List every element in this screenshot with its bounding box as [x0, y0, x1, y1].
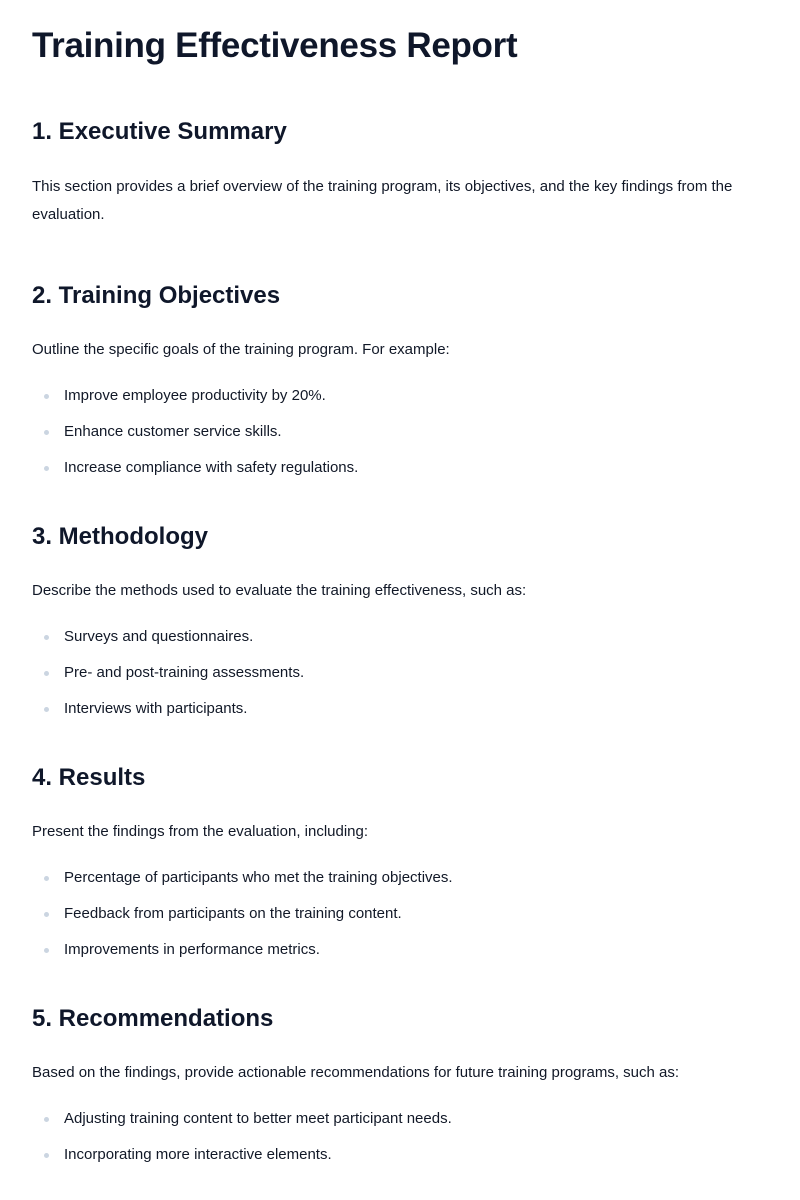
section-paragraph: This section provides a brief overview of the training program, its objectives, and the key findings from the evaluation.	[32, 178, 733, 223]
list-item-text: Increase compliance with safety regulations.	[64, 459, 359, 476]
list-item-text: Improvements in performance metrics.	[64, 941, 320, 958]
section-heading: 1. Executive Summary	[32, 118, 287, 145]
list-item-text: Feedback from participants on the training content.	[64, 905, 402, 922]
list-item-text: Pre- and post-training assessments.	[64, 664, 305, 681]
bullet-list	[32, 625, 768, 721]
bullet-list	[32, 1107, 768, 1167]
list-item	[32, 697, 768, 721]
section-heading: 2. Training Objectives	[32, 282, 281, 309]
bullet-list	[32, 866, 768, 962]
list-item	[32, 456, 768, 480]
section-recommendations	[32, 1004, 768, 1167]
bullet-icon	[44, 707, 49, 712]
bullet-icon	[44, 635, 49, 640]
list-item-text: Interviews with participants.	[64, 700, 248, 717]
section-results	[32, 763, 768, 962]
section-paragraph: Present the findings from the evaluation, including:	[32, 823, 369, 840]
list-item-text: Surveys and questionnaires.	[64, 628, 254, 645]
list-item	[32, 902, 768, 926]
section-executive-summary	[32, 117, 768, 229]
list-item-text: Enhance customer service skills.	[64, 423, 282, 440]
list-item-text: Adjusting training content to better meet participant needs.	[64, 1110, 452, 1127]
list-item-text: Percentage of participants who met the training objectives.	[64, 869, 453, 886]
list-item	[32, 384, 768, 408]
bullet-icon	[44, 1117, 49, 1122]
list-item	[32, 1143, 768, 1167]
section-methodology	[32, 522, 768, 721]
list-item	[32, 1107, 768, 1131]
section-paragraph: Describe the methods used to evaluate the training effectiveness, such as:	[32, 582, 527, 599]
bullet-icon	[44, 394, 49, 399]
list-item-text: Incorporating more interactive elements.	[64, 1146, 332, 1163]
bullet-icon	[44, 912, 49, 917]
list-item	[32, 625, 768, 649]
bullet-icon	[44, 466, 49, 471]
page-title: Training Effectiveness Report	[32, 26, 518, 65]
bullet-icon	[44, 948, 49, 953]
section-paragraph: Based on the findings, provide actionable recommendations for future training programs, such as:	[32, 1064, 680, 1081]
list-item	[32, 420, 768, 444]
list-item-text: Improve employee productivity by 20%.	[64, 387, 326, 404]
bullet-icon	[44, 430, 49, 435]
bullet-list	[32, 384, 768, 480]
section-heading: 3. Methodology	[32, 523, 208, 550]
list-item	[32, 661, 768, 685]
section-training-objectives	[32, 281, 768, 480]
list-item	[32, 938, 768, 962]
section-heading: 5. Recommendations	[32, 1005, 274, 1032]
bullet-icon	[44, 1153, 49, 1158]
section-heading: 4. Results	[32, 764, 146, 791]
section-paragraph: Outline the specific goals of the training program. For example:	[32, 341, 450, 358]
bullet-icon	[44, 876, 49, 881]
bullet-icon	[44, 671, 49, 676]
list-item	[32, 866, 768, 890]
